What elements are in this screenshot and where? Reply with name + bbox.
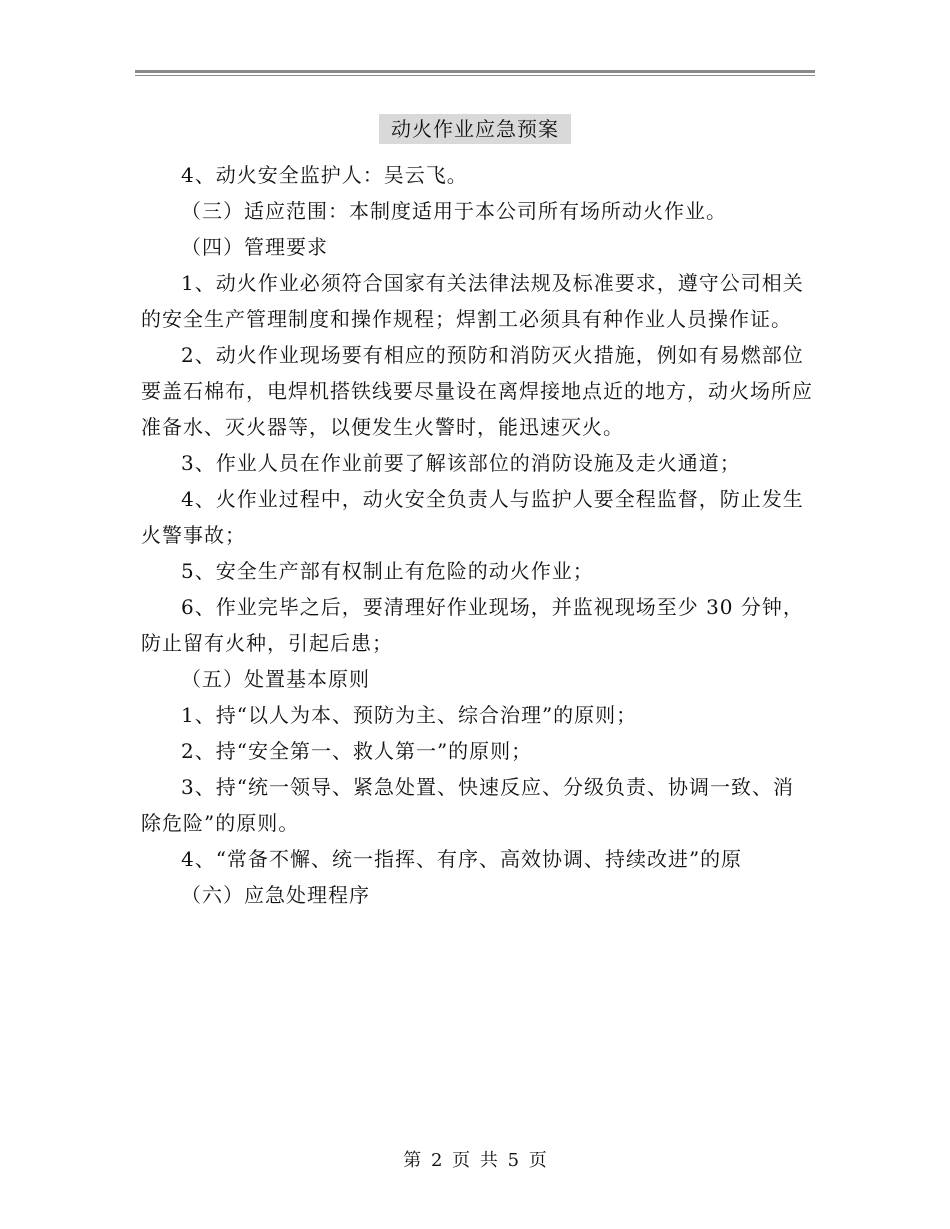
- paragraph: （六）应急处理程序: [181, 883, 370, 907]
- paragraph: 1、动火作业必须符合国家有关法律法规及标准要求，遵守公司相关的安全生产管理制度和操作规程；焊割工必须具有种作业人员操作证。: [141, 271, 804, 331]
- paragraph: 4、“常备不懈、统一指挥、有序、高效协调、持续改进”的原: [181, 847, 743, 871]
- paragraph: （五）处置基本原则: [181, 667, 370, 691]
- paragraph: 3、作业人员在作业前要了解该部位的消防设施及走火通道；: [181, 451, 741, 475]
- paragraph: 2、动火作业现场要有相应的预防和消防灭火措施，例如有易燃部位要盖石棉布，电焊机搭铁线要尽量设在离焊接地点近的地方，动火场所应准备水、灭火器等，以便发生火警时，能迅速灭火。: [141, 343, 813, 439]
- paragraph: 4、火作业过程中，动火安全负责人与监护人要全程监督，防止发生火警事故；: [141, 487, 804, 547]
- document-title-text: 动火作业应急预案: [379, 114, 571, 144]
- paragraph: （四）管理要求: [181, 235, 328, 259]
- paragraph: 2、持“安全第一、救人第一”的原则；: [181, 739, 533, 763]
- paragraph: 3、持“统一领导、紧急处置、快速反应、分级负责、协调一致、消除危险”的原则。: [141, 775, 794, 835]
- document-title: [0, 114, 950, 144]
- paragraph: 5、安全生产部有权制止有危险的动火作业；: [181, 559, 594, 583]
- paragraph: （三）适应范围：本制度适用于本公司所有场所动火作业。: [181, 199, 727, 223]
- paragraph: 4、动火安全监护人：吴云飞。: [181, 163, 468, 187]
- page-footer: 第 2 页 共 5 页: [403, 1150, 547, 1171]
- header-rule: [135, 70, 815, 76]
- paragraph: 1、持“以人为本、预防为主、综合治理”的原则；: [181, 703, 638, 727]
- document-body: [141, 157, 813, 913]
- paragraph: 6、作业完毕之后，要清理好作业现场，并监视现场至少 30 分钟，防止留有火种，引起后患；: [141, 595, 804, 655]
